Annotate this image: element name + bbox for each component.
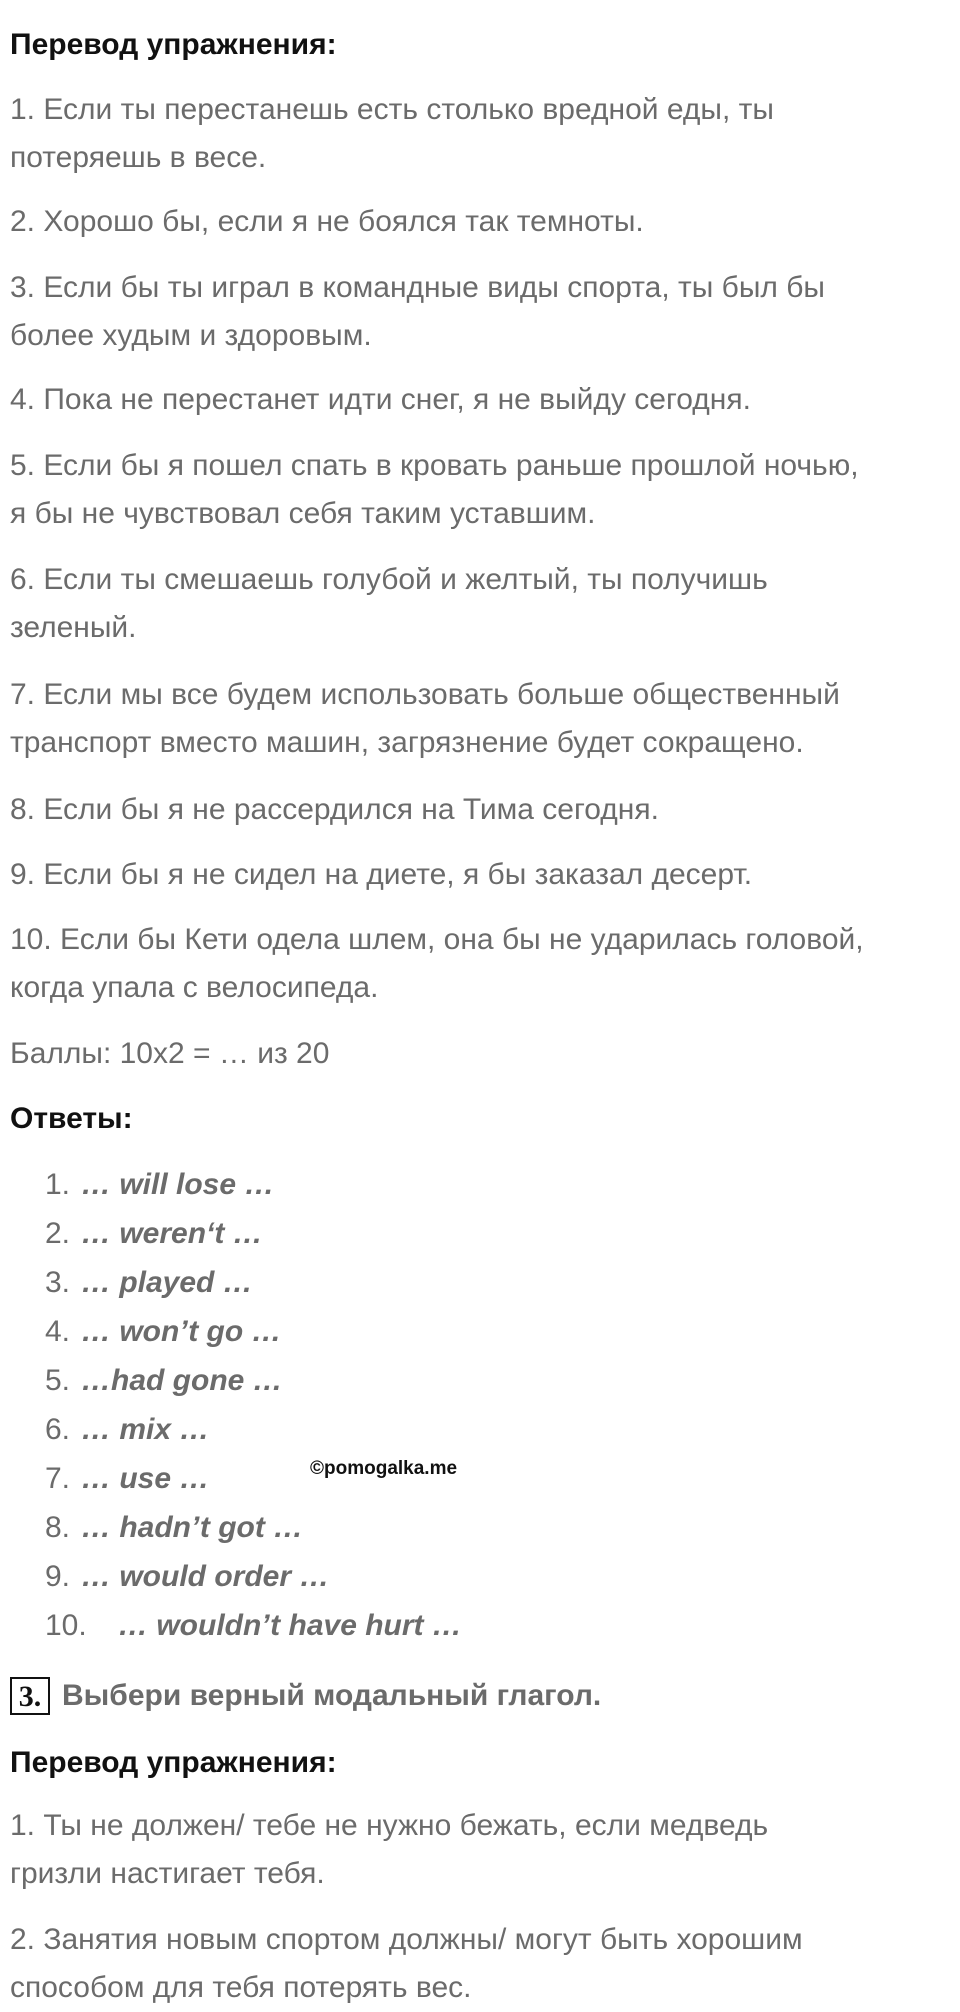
answer-text: … mix …: [81, 1413, 210, 1446]
translation-line: более худым и здоровым.: [10, 319, 372, 352]
translation-line: когда упала с велосипеда.: [10, 971, 379, 1004]
translation-item-10: [10, 916, 955, 1012]
translation-item-8: [10, 786, 955, 834]
answer-number: 8.: [45, 1511, 71, 1544]
answer-text: … won’t go …: [81, 1315, 282, 1348]
answer-text: … would order …: [81, 1560, 330, 1593]
answer-item: [45, 1405, 462, 1454]
translation-line: способом для тебя потерять вес.: [10, 1971, 472, 2004]
answer-text: … played …: [81, 1266, 253, 1299]
translation-line: 9. Если бы я не сидел на диете, я бы заказал десерт.: [10, 858, 753, 891]
translation-line: 4. Пока не перестанет идти снег, я не выйду сегодня.: [10, 383, 751, 416]
translation-line: 1. Ты не должен/ тебе не нужно бежать, если медведь: [10, 1809, 769, 1842]
answer-item: [45, 1552, 462, 1601]
translation2-item-1: [10, 1802, 955, 1898]
translation-item-2: [10, 198, 955, 246]
answers-heading: Ответы:: [10, 1102, 133, 1135]
task-3-header: [10, 1676, 601, 1716]
answer-number: 1.: [45, 1168, 71, 1201]
translation-item-1: [10, 86, 955, 182]
answer-item: [45, 1209, 462, 1258]
answer-item: [45, 1601, 462, 1650]
translation-line: 1. Если ты перестанешь есть столько вредной еды, ты: [10, 93, 774, 126]
answer-item: [45, 1258, 462, 1307]
answer-text: … wouldn’t have hurt …: [118, 1609, 462, 1642]
translation-line: зеленый.: [10, 611, 137, 644]
answer-number: 7.: [45, 1462, 71, 1495]
answers-list: [45, 1160, 462, 1650]
answer-item: [45, 1160, 462, 1209]
answer-number: 6.: [45, 1413, 71, 1446]
translation-item-9: [10, 851, 955, 899]
translation-line: я бы не чувствовал себя таким уставшим.: [10, 497, 596, 530]
translation-item-3: [10, 264, 955, 360]
translation-line: 8. Если бы я не рассердился на Тима сегодня.: [10, 793, 659, 826]
answer-text: … will lose …: [81, 1168, 275, 1201]
translation2-item-2: [10, 1916, 955, 2012]
translation-line: 10. Если бы Кети одела шлем, она бы не ударилась головой,: [10, 923, 864, 956]
answer-number: 4.: [45, 1315, 71, 1348]
answer-item: [45, 1356, 462, 1405]
translation-line: 3. Если бы ты играл в командные виды спорта, ты был бы: [10, 271, 825, 304]
task-number-box: 3.: [10, 1677, 50, 1715]
answer-text: … use …: [81, 1462, 210, 1495]
translation-line: 2. Хорошо бы, если я не боялся так темноты.: [10, 205, 644, 238]
answer-number: 2.: [45, 1217, 71, 1250]
translation-line: транспорт вместо машин, загрязнение будет сокращено.: [10, 726, 804, 759]
answer-item: [45, 1307, 462, 1356]
translation-line: 6. Если ты смешаешь голубой и желтый, ты получишь: [10, 563, 768, 596]
translation-line: 2. Занятия новым спортом должны/ могут быть хорошим: [10, 1923, 803, 1956]
translation-line: гризли настигает тебя.: [10, 1857, 325, 1890]
translation-item-7: [10, 671, 955, 767]
translation-line: 7. Если мы все будем использовать больше общественный: [10, 678, 840, 711]
watermark: ©pomogalka.me: [310, 1458, 458, 1479]
answer-number: 9.: [45, 1560, 71, 1593]
answer-text: … weren‘t …: [81, 1217, 263, 1250]
answer-text: … hadn’t got …: [81, 1511, 304, 1544]
answer-item: [45, 1503, 462, 1552]
answer-number: 3.: [45, 1266, 71, 1299]
translation-line: потеряешь в весе.: [10, 141, 267, 174]
answer-text: …had gone …: [81, 1364, 283, 1397]
translation-heading-2: Перевод упражнения:: [10, 1746, 337, 1779]
translation-line: 5. Если бы я пошел спать в кровать раньше прошлой ночью,: [10, 449, 859, 482]
translation-item-6: [10, 556, 955, 652]
translation-item-5: [10, 442, 955, 538]
translation-item-4: [10, 376, 955, 424]
score-line: [10, 1030, 955, 1078]
task-title: Выбери верный модальный глагол.: [62, 1679, 602, 1712]
answer-number: 10.: [45, 1609, 87, 1642]
translation-heading: Перевод упражнения:: [10, 28, 337, 61]
score-text: Баллы: 10х2 = … из 20: [10, 1037, 330, 1070]
answer-number: 5.: [45, 1364, 71, 1397]
